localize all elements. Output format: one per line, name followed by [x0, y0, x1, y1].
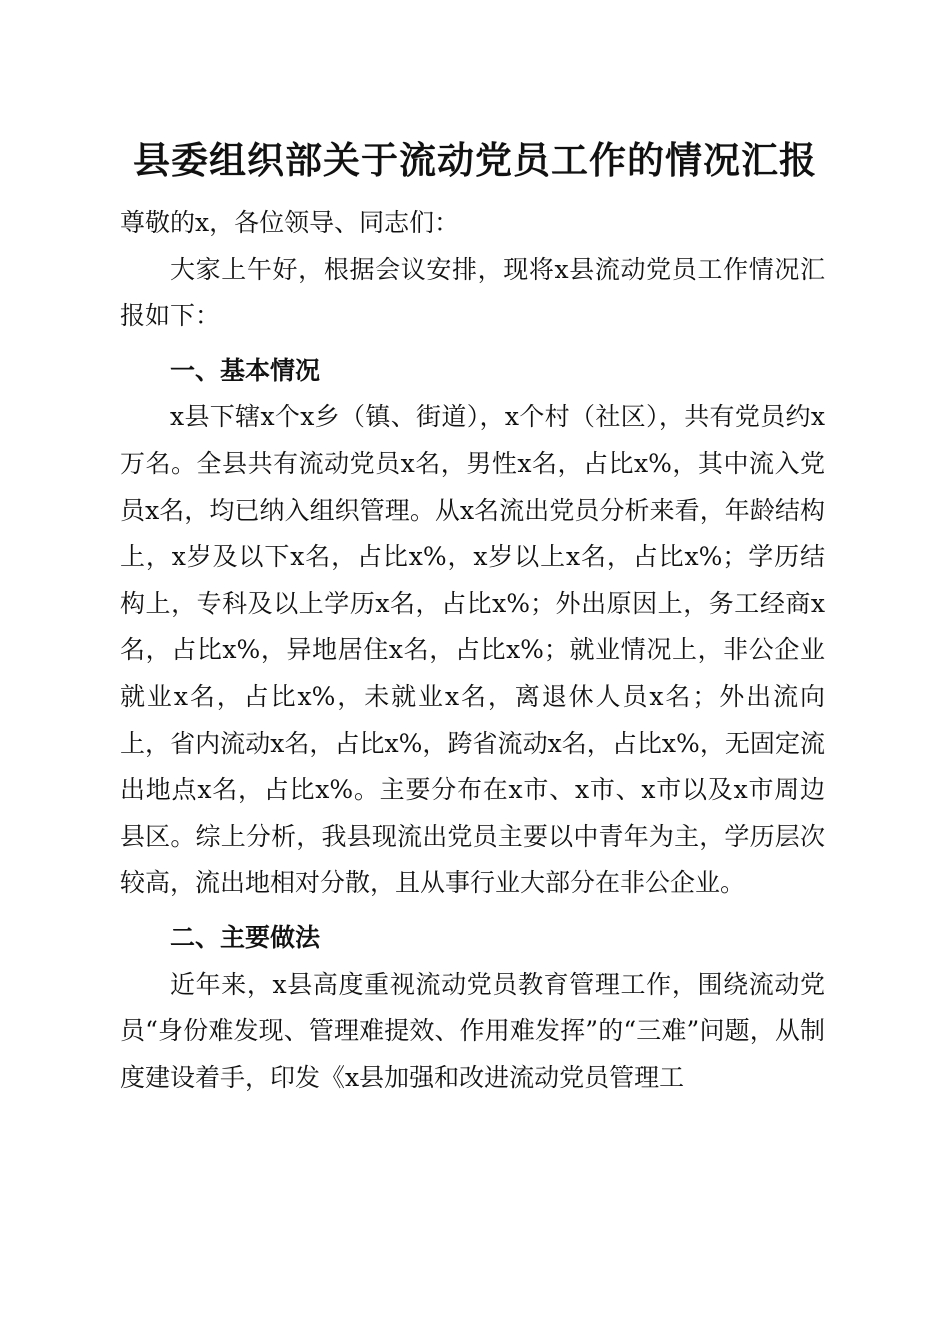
salutation: 尊敬的x，各位领导、同志们：	[120, 208, 460, 237]
document-body	[120, 200, 825, 1101]
section-heading-practices: 二、主要做法	[170, 922, 321, 952]
section-paragraph-basic: x县下辖x个x乡（镇、街道），x个村（社区），共有党员约x万名。全县共有流动党员x名，男性x名，占比x%，其中流入党员x名，均已纳入组织管理。从x名流出党员分析来看，年龄结构上，x岁及以下x名，占比x%，x岁以上x名，占比x%；学历结构上，专科及以上学历x名，占比x%；外出原因上，务工经商x名，占比x%，异地居住x名，占比x%；就业情况上，非公企业就业x名，占比x%，未就业x名，离退休人员x名；外出流向上，省内流动x名，占比x%，跨省流动x名，占比x%，无固定流出地点x名，占比x%。主要分布在x市、x市、x市以及x市周边县区。综上分析，我县现流出党员主要以中青年为主，学历层次较高，流出地相对分散，且从事行业大部分在非公企业。	[120, 402, 825, 898]
intro-paragraph: 大家上午好，根据会议安排，现将x县流动党员工作情况汇报如下：	[120, 254, 825, 331]
document-title: 县委组织部关于流动党员工作的情况汇报	[133, 138, 817, 182]
section-paragraph-practices: 近年来，x县高度重视流动党员教育管理工作，围绕流动党员“身份难发现、管理难提效、作用难发挥”的“三难”问题，从制度建设着手，印发《x县加强和改进流动党员管理工	[120, 969, 825, 1092]
section-heading-basic: 一、基本情况	[170, 355, 321, 385]
